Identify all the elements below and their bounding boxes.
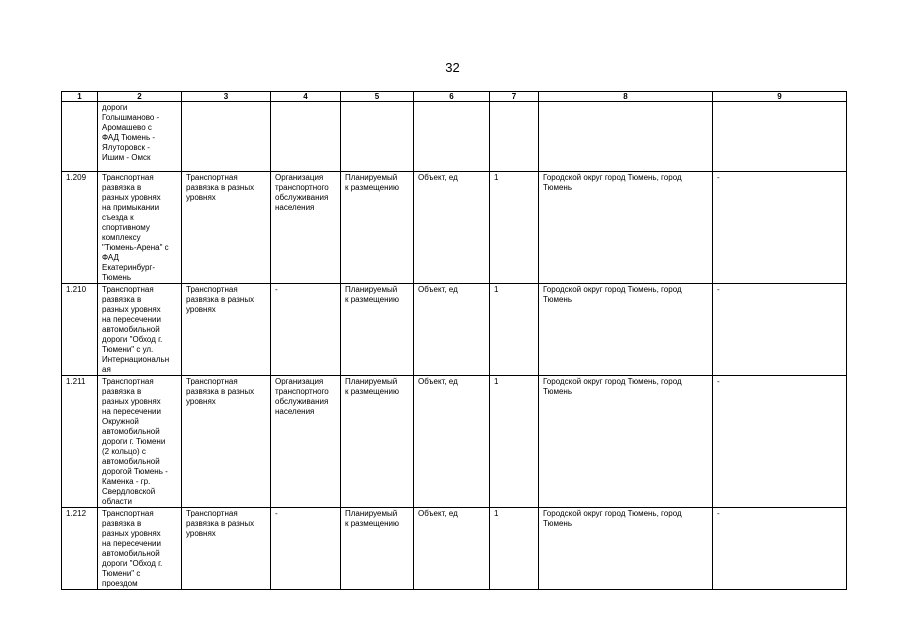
cell-purpose: Организация транспортного обслуживания населения bbox=[271, 376, 341, 508]
cell-zone: - bbox=[713, 284, 847, 376]
cell-number: 1.211 bbox=[62, 376, 98, 508]
column-header-4: 4 bbox=[271, 92, 341, 102]
cell-zone: - bbox=[713, 508, 847, 590]
objects-table bbox=[61, 91, 847, 590]
column-header-6: 6 bbox=[414, 92, 490, 102]
cell-type bbox=[182, 102, 271, 172]
cell-quantity bbox=[490, 102, 539, 172]
cell-type: Транспортная развязка в разных уровнях bbox=[182, 172, 271, 284]
table-row bbox=[62, 508, 847, 590]
cell-type: Транспортная развязка в разных уровнях bbox=[182, 284, 271, 376]
table-header bbox=[62, 92, 847, 102]
column-header-9: 9 bbox=[713, 92, 847, 102]
cell-number: 1.210 bbox=[62, 284, 98, 376]
cell-purpose: - bbox=[271, 508, 341, 590]
cell-unit: Объект, ед bbox=[414, 508, 490, 590]
cell-type: Транспортная развязка в разных уровнях bbox=[182, 508, 271, 590]
cell-location: Городской округ город Тюмень, город Тюмень bbox=[539, 508, 713, 590]
table-row bbox=[62, 102, 847, 172]
cell-number: 1.209 bbox=[62, 172, 98, 284]
cell-zone: - bbox=[713, 172, 847, 284]
table-row bbox=[62, 172, 847, 284]
cell-zone bbox=[713, 102, 847, 172]
page-number: 32 bbox=[445, 60, 460, 75]
cell-purpose bbox=[271, 102, 341, 172]
cell-purpose: Организация транспортного обслуживания населения bbox=[271, 172, 341, 284]
column-header-1: 1 bbox=[62, 92, 98, 102]
cell-quantity: 1 bbox=[490, 284, 539, 376]
column-header-3: 3 bbox=[182, 92, 271, 102]
cell-location: Городской округ город Тюмень, город Тюмень bbox=[539, 172, 713, 284]
table-row bbox=[62, 284, 847, 376]
cell-name: Транспортная развязка в разных уровнях на примыкании съезда к спортивному комплексу "Тюмень-Арена" с ФАД Екатеринбург- Тюмень bbox=[98, 172, 182, 284]
cell-status: Планируемый к размещению bbox=[341, 376, 414, 508]
column-header-2: 2 bbox=[98, 92, 182, 102]
cell-status bbox=[341, 102, 414, 172]
cell-number: 1.212 bbox=[62, 508, 98, 590]
cell-type: Транспортная развязка в разных уровнях bbox=[182, 376, 271, 508]
cell-unit: Объект, ед bbox=[414, 172, 490, 284]
table-row bbox=[62, 376, 847, 508]
cell-unit: Объект, ед bbox=[414, 376, 490, 508]
column-header-7: 7 bbox=[490, 92, 539, 102]
cell-name: дороги Голышманово - Аромашево с ФАД Тюмень - Ялуторовск - Ишим - Омск bbox=[98, 102, 182, 172]
cell-purpose: - bbox=[271, 284, 341, 376]
cell-location bbox=[539, 102, 713, 172]
cell-location: Городской округ город Тюмень, город Тюмень bbox=[539, 284, 713, 376]
cell-quantity: 1 bbox=[490, 508, 539, 590]
cell-quantity: 1 bbox=[490, 376, 539, 508]
header-row bbox=[62, 92, 847, 102]
cell-status: Планируемый к размещению bbox=[341, 284, 414, 376]
cell-unit bbox=[414, 102, 490, 172]
cell-name: Транспортная развязка в разных уровнях на пересечении автомобильной дороги "Обход г. Тюмени" с ул. Интернациональн ая bbox=[98, 284, 182, 376]
cell-zone: - bbox=[713, 376, 847, 508]
column-header-5: 5 bbox=[341, 92, 414, 102]
cell-location: Городской округ город Тюмень, город Тюмень bbox=[539, 376, 713, 508]
cell-unit: Объект, ед bbox=[414, 284, 490, 376]
cell-name: Транспортная развязка в разных уровнях на пересечении автомобильной дороги "Обход г. Тюмени" с проездом bbox=[98, 508, 182, 590]
cell-number bbox=[62, 102, 98, 172]
table-body bbox=[62, 102, 847, 590]
cell-name: Транспортная развязка в разных уровнях на пересечении Окружной автомобильной дороги г. Тюмени (2 кольцо) с автомобильной дорогой Тюмень - Каменка - гр. Свердловской области bbox=[98, 376, 182, 508]
cell-status: Планируемый к размещению bbox=[341, 508, 414, 590]
column-header-8: 8 bbox=[539, 92, 713, 102]
cell-status: Планируемый к размещению bbox=[341, 172, 414, 284]
cell-quantity: 1 bbox=[490, 172, 539, 284]
